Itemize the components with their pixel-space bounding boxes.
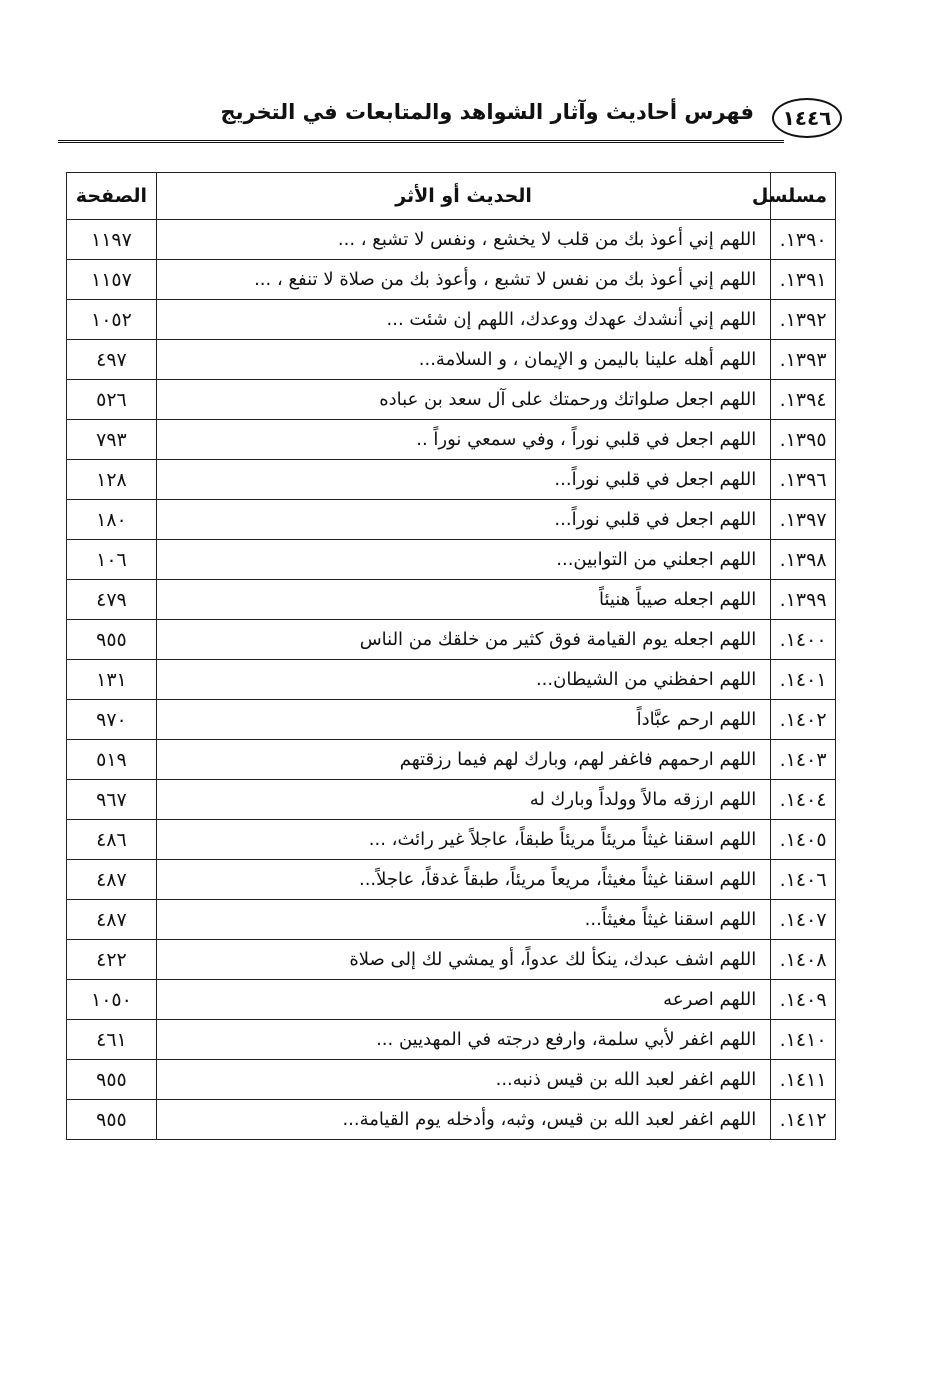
hadith-text-cell: اللهم اجعله صيباً هنيئاً: [156, 580, 770, 620]
hadith-text-cell: اللهم اجعل في قلبي نوراً ، وفي سمعي نوراً ..: [156, 420, 770, 460]
serial-cell: ١٤٠٥.: [771, 820, 836, 860]
hadith-text-cell: اللهم اسقنا غيثاً مغيثاً...: [156, 900, 770, 940]
page-number: ١٤٤٦: [772, 98, 842, 138]
hadith-text-cell: اللهم اجعل صلواتك ورحمتك على آل سعد بن عباده: [156, 380, 770, 420]
page-cell: ١٠٥٠: [67, 980, 157, 1020]
column-header-page: الصفحة: [67, 173, 157, 220]
serial-cell: ١٤١٢.: [771, 1100, 836, 1140]
page-cell: ٤٢٢: [67, 940, 157, 980]
table-row: [67, 1100, 836, 1140]
page-cell: ٤٩٧: [67, 340, 157, 380]
hadith-text-cell: اللهم اسقنا غيثاً مريئاً مريئاً طبقاً، عاجلاً غير رائث، ...: [156, 820, 770, 860]
hadith-text-cell: اللهم اجعلني من التوابين...: [156, 540, 770, 580]
table-row: [67, 540, 836, 580]
page-cell: ٤٨٦: [67, 820, 157, 860]
table-row: [67, 300, 836, 340]
table-row: [67, 940, 836, 980]
table-row: [67, 460, 836, 500]
page-cell: ٤٦١: [67, 1020, 157, 1060]
page-cell: ٤٨٧: [67, 900, 157, 940]
hadith-text-cell: اللهم إني أعوذ بك من قلب لا يخشع ، ونفس لا تشبع ، ...: [156, 220, 770, 260]
hadith-text-cell: اللهم اغفر لعبد الله بن قيس، وثبه، وأدخله يوم القيامة...: [156, 1100, 770, 1140]
table-row: [67, 380, 836, 420]
header-rule: [58, 140, 784, 143]
serial-cell: ١٣٩٦.: [771, 460, 836, 500]
page-cell: ١٨٠: [67, 500, 157, 540]
serial-cell: ١٤٠٣.: [771, 740, 836, 780]
serial-cell: ١٤٠٩.: [771, 980, 836, 1020]
hadith-text-cell: اللهم اجعل في قلبي نوراً...: [156, 460, 770, 500]
serial-cell: ١٤٠٦.: [771, 860, 836, 900]
page-cell: ١٠٦: [67, 540, 157, 580]
serial-cell: ١٤١٠.: [771, 1020, 836, 1060]
table-row: [67, 780, 836, 820]
hadith-text-cell: اللهم اغفر لعبد الله بن قيس ذنبه...: [156, 1060, 770, 1100]
page-cell: ١٠٥٢: [67, 300, 157, 340]
table-header-row: [67, 173, 836, 220]
page-cell: ٤٧٩: [67, 580, 157, 620]
hadith-text-cell: اللهم اجعل في قلبي نوراً...: [156, 500, 770, 540]
serial-cell: ١٣٩٠.: [771, 220, 836, 260]
running-title: فهرس أحاديث وآثار الشواهد والمتابعات في التخريج: [220, 100, 754, 124]
page-cell: ٩٥٥: [67, 1060, 157, 1100]
serial-cell: ١٣٩٨.: [771, 540, 836, 580]
page-cell: ٩٦٧: [67, 780, 157, 820]
table-row: [67, 580, 836, 620]
page-cell: ٤٨٧: [67, 860, 157, 900]
table-row: [67, 740, 836, 780]
hadith-text-cell: اللهم احفظني من الشيطان...: [156, 660, 770, 700]
hadith-text-cell: اللهم اسقنا غيثاً مغيثاً، مريعاً مريئاً، طبقاً غدقاً، عاجلاً...: [156, 860, 770, 900]
column-header-serial: مسلسل: [771, 173, 836, 220]
table-row: [67, 220, 836, 260]
serial-cell: ١٣٩٥.: [771, 420, 836, 460]
page-header: [58, 96, 844, 142]
hadith-text-cell: اللهم اصرعه: [156, 980, 770, 1020]
serial-cell: ١٣٩٢.: [771, 300, 836, 340]
table-row: [67, 620, 836, 660]
serial-cell: ١٤٠٠.: [771, 620, 836, 660]
hadith-text-cell: اللهم اشف عبدك، ينكأ لك عدواً، أو يمشي لك إلى صلاة: [156, 940, 770, 980]
hadith-index-table: [66, 172, 836, 1140]
serial-cell: ١٤١١.: [771, 1060, 836, 1100]
serial-cell: ١٤٠٧.: [771, 900, 836, 940]
page-cell: ١١٩٧: [67, 220, 157, 260]
table-row: [67, 1020, 836, 1060]
table-row: [67, 1060, 836, 1100]
serial-cell: ١٣٩٧.: [771, 500, 836, 540]
page-cell: ١٣١: [67, 660, 157, 700]
page-cell: ٥١٩: [67, 740, 157, 780]
serial-cell: ١٣٩٩.: [771, 580, 836, 620]
serial-cell: ١٤٠٤.: [771, 780, 836, 820]
page-cell: ٩٥٥: [67, 620, 157, 660]
table-body: [67, 220, 836, 1140]
table-row: [67, 700, 836, 740]
serial-cell: ١٤٠٢.: [771, 700, 836, 740]
hadith-text-cell: اللهم ارحمهم فاغفر لهم، وبارك لهم فيما رزقتهم: [156, 740, 770, 780]
page-cell: ١٢٨: [67, 460, 157, 500]
hadith-text-cell: اللهم اجعله يوم القيامة فوق كثير من خلقك من الناس: [156, 620, 770, 660]
hadith-text-cell: اللهم أهله علينا باليمن و الإيمان ، و السلامة...: [156, 340, 770, 380]
table-row: [67, 820, 836, 860]
serial-cell: ١٣٩٤.: [771, 380, 836, 420]
page-cell: ٥٢٦: [67, 380, 157, 420]
hadith-text-cell: اللهم إني أعوذ بك من نفس لا تشبع ، وأعوذ بك من صلاة لا تنفع ، ...: [156, 260, 770, 300]
page-cell: ١١٥٧: [67, 260, 157, 300]
table-row: [67, 660, 836, 700]
table-row: [67, 500, 836, 540]
table-row: [67, 980, 836, 1020]
serial-cell: ١٣٩١.: [771, 260, 836, 300]
page-cell: ٩٧٠: [67, 700, 157, 740]
table-row: [67, 860, 836, 900]
column-header-text: الحديث أو الأثر: [156, 173, 770, 220]
table-row: [67, 260, 836, 300]
hadith-text-cell: اللهم ارزقه مالاً وولداً وبارك له: [156, 780, 770, 820]
hadith-text-cell: اللهم إني أنشدك عهدك ووعدك، اللهم إن شئت ...: [156, 300, 770, 340]
serial-cell: ١٤٠٨.: [771, 940, 836, 980]
hadith-text-cell: اللهم اغفر لأبي سلمة، وارفع درجته في المهديين ...: [156, 1020, 770, 1060]
page-cell: ٧٩٣: [67, 420, 157, 460]
table-row: [67, 420, 836, 460]
table-row: [67, 900, 836, 940]
serial-cell: ١٤٠١.: [771, 660, 836, 700]
hadith-text-cell: اللهم ارحم عبَّاداً: [156, 700, 770, 740]
serial-cell: ١٣٩٣.: [771, 340, 836, 380]
table-row: [67, 340, 836, 380]
page-cell: ٩٥٥: [67, 1100, 157, 1140]
